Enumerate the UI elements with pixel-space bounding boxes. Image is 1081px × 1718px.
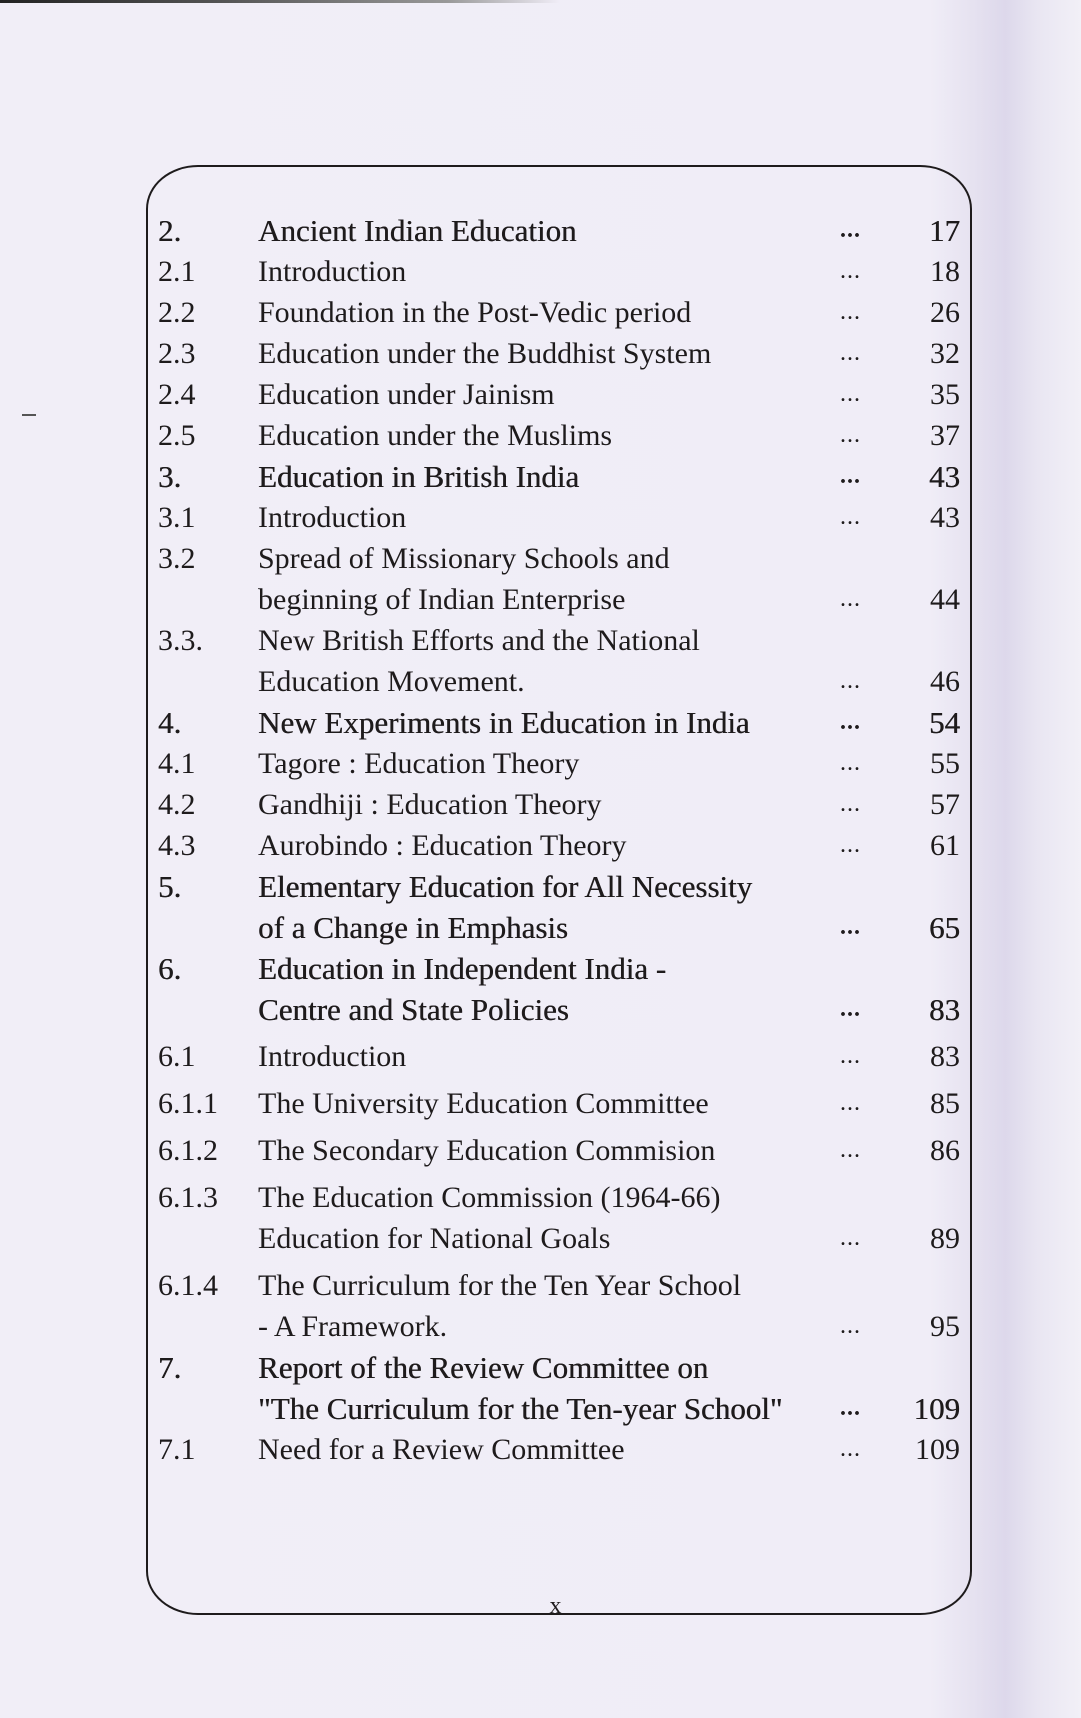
table-of-contents [158, 210, 968, 1470]
toc-entry-leader: ... [840, 1225, 861, 1251]
toc-entry-leader: ... [840, 586, 861, 612]
toc-entry [158, 948, 968, 1030]
toc-entry [158, 1130, 968, 1171]
toc-entry-title: Need for a Review Committee [258, 1433, 625, 1466]
toc-entry-leader: ... [840, 1090, 861, 1116]
toc-entry-number: 4.3 [158, 829, 196, 862]
toc-entry-title: Ancient Indian Education [258, 213, 577, 248]
toc-entry-leader: ... [840, 217, 861, 243]
toc-entry-title: Foundation in the Post-Vedic period [258, 296, 692, 329]
toc-entry-title: Education in British India [258, 459, 580, 494]
toc-entry [158, 333, 968, 374]
toc-entry-leader: ... [840, 791, 861, 817]
toc-entry [158, 1177, 968, 1259]
toc-entry-page: 61 [930, 829, 960, 862]
toc-entry-number: 2.4 [158, 378, 196, 411]
toc-entry-leader: ... [840, 422, 861, 448]
toc-entry-title: Report of the Review Committee on "The Curriculum for the Ten-year School" [258, 1350, 783, 1426]
toc-entry [158, 415, 968, 456]
toc-entry-title: The Secondary Education Commision [258, 1134, 716, 1167]
toc-entry-leader: ... [840, 299, 861, 325]
toc-entry-page: 54 [929, 705, 960, 740]
toc-entry-number: 3.3. [158, 624, 203, 657]
toc-entry [158, 1429, 968, 1470]
toc-entry-number: 7. [158, 1350, 182, 1385]
toc-entry-page: 57 [930, 788, 960, 821]
toc-entry [158, 620, 968, 702]
toc-entry-number: 6.1.3 [158, 1181, 218, 1214]
toc-entry-title: Education under Jainism [258, 378, 555, 411]
toc-entry-page: 89 [930, 1222, 960, 1255]
toc-entry [158, 1083, 968, 1124]
toc-entry [158, 456, 968, 497]
toc-entry-page: 17 [929, 213, 960, 248]
toc-entry-number: 2.2 [158, 296, 196, 329]
toc-entry-title: Tagore : Education Theory [258, 747, 580, 780]
toc-entry-page: 35 [930, 378, 960, 411]
toc-entry-page: 32 [930, 337, 960, 370]
toc-entry [158, 374, 968, 415]
toc-entry-page: 109 [915, 1433, 960, 1466]
toc-entry-page: 55 [930, 747, 960, 780]
toc-entry-number: 4.2 [158, 788, 196, 821]
toc-entry-number: 3.2 [158, 542, 196, 575]
toc-entry-leader: ... [840, 1395, 861, 1421]
toc-entry-number: 2.3 [158, 337, 196, 370]
toc-entry-page: 44 [930, 583, 960, 616]
toc-entry [158, 292, 968, 333]
page-number: x [549, 1593, 562, 1619]
toc-entry [158, 866, 968, 948]
toc-entry-title: Introduction [258, 501, 407, 534]
toc-entry-page: 95 [930, 1310, 960, 1343]
toc-entry [158, 1265, 968, 1347]
toc-entry-page: 85 [930, 1087, 960, 1120]
toc-entry [158, 743, 968, 784]
toc-entry-leader: ... [840, 832, 861, 858]
toc-entry-number: 4.1 [158, 747, 196, 780]
toc-entry-leader: ... [840, 381, 861, 407]
toc-entry-page: 43 [929, 459, 960, 494]
toc-entry-number: 6.1.1 [158, 1087, 218, 1120]
toc-entry-page: 83 [930, 1040, 960, 1073]
toc-entry-title: Education under the Muslims [258, 419, 613, 452]
toc-entry-page: 46 [930, 665, 960, 698]
toc-entry-number: 3.1 [158, 501, 196, 534]
toc-entry-page: 83 [929, 992, 960, 1027]
toc-entry-leader: ... [840, 914, 861, 940]
toc-entry-page: 65 [929, 910, 960, 945]
toc-entry-leader: ... [840, 1137, 861, 1163]
toc-entry-title: Spread of Missionary Schools and beginning of Indian Enterprise [258, 542, 670, 616]
toc-entry-leader: ... [840, 340, 861, 366]
toc-entry-number: 2.1 [158, 255, 196, 288]
toc-entry-page: 26 [930, 296, 960, 329]
toc-entry-leader: ... [840, 258, 861, 284]
toc-entry-leader: ... [840, 463, 861, 489]
toc-entry-leader: ... [840, 750, 861, 776]
toc-entry-title: Elementary Education for All Necessity of a Change in Emphasis [258, 869, 753, 945]
toc-entry-title: Education in Independent India - Centre and State Policies [258, 951, 667, 1027]
toc-entry-number: 6.1.2 [158, 1134, 218, 1167]
toc-entry-title: Introduction [258, 1040, 407, 1073]
scan-top-edge [0, 0, 560, 3]
toc-entry [158, 702, 968, 743]
toc-entry-page: 86 [930, 1134, 960, 1167]
toc-entry-title: The Curriculum for the Ten Year School - A Framework. [258, 1269, 742, 1343]
toc-entry-title: Education under the Buddhist System [258, 337, 712, 370]
toc-entry [158, 251, 968, 292]
toc-entry-page: 109 [913, 1391, 960, 1426]
toc-entry-number: 6.1 [158, 1040, 196, 1073]
toc-entry-page: 43 [930, 501, 960, 534]
toc-entry [158, 210, 968, 251]
toc-entry-leader: ... [840, 668, 861, 694]
toc-entry-title: The Education Commission (1964-66) Education for National Goals [258, 1181, 721, 1255]
toc-entry-leader: ... [840, 1043, 861, 1069]
toc-entry-title: New Experiments in Education in India [258, 705, 750, 740]
toc-entry-title: Aurobindo : Education Theory [258, 829, 627, 862]
toc-entry [158, 538, 968, 620]
toc-entry-number: 6. [158, 951, 182, 986]
toc-entry [158, 825, 968, 866]
toc-entry-leader: ... [840, 709, 861, 735]
toc-entry-number: 2.5 [158, 419, 196, 452]
toc-entry-title: New British Efforts and the National Education Movement. [258, 624, 700, 698]
margin-mark [22, 414, 36, 416]
toc-entry-number: 6.1.4 [158, 1269, 218, 1302]
toc-entry-leader: ... [840, 504, 861, 530]
toc-entry-number: 4. [158, 705, 182, 740]
toc-entry-page: 37 [930, 419, 960, 452]
toc-entry-title: Introduction [258, 255, 407, 288]
toc-entry-number: 2. [158, 213, 182, 248]
toc-entry-title: The University Education Committee [258, 1087, 709, 1120]
toc-entry-leader: ... [840, 996, 861, 1022]
toc-entry [158, 497, 968, 538]
toc-entry [158, 784, 968, 825]
toc-entry-title: Gandhiji : Education Theory [258, 788, 602, 821]
toc-entry-number: 3. [158, 459, 182, 494]
toc-entry [158, 1036, 968, 1077]
toc-entry-number: 5. [158, 869, 182, 904]
toc-entry-page: 18 [930, 255, 960, 288]
toc-entry-leader: ... [840, 1313, 861, 1339]
toc-entry-number: 7.1 [158, 1433, 196, 1466]
toc-entry-leader: ... [840, 1436, 861, 1462]
toc-entry [158, 1347, 968, 1429]
